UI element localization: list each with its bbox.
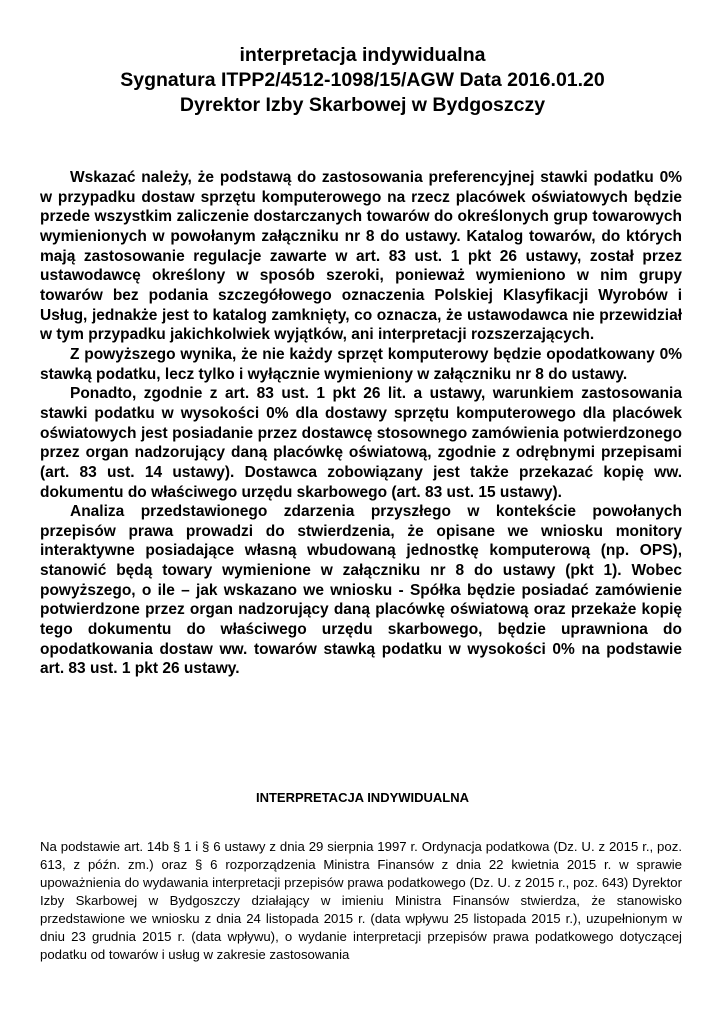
body-paragraph: Z powyższego wynika, że nie każdy sprzęt komputerowy będzie opodatkowany 0% stawką podatku, lecz tylko i wyłącznie wymieniony w załączniku nr 8 do ustawy. bbox=[40, 345, 682, 383]
body-paragraph: Analiza przedstawionego zdarzenia przyszłego w kontekście powołanych przepisów prawa prowadzi do stwierdzenia, że opisane we wniosku monitory interaktywne posiadające własną wbudowaną jednostkę komputerową (np. OPS), stanowić będą towary wymienione w załączniku nr 8 do ustawy (pkt 1). Wobec powyższego, o ile – jak wskazano we wniosku - Spółka będzie posiadać zamówienie potwierdzone przez organ nadzorujący daną placówkę oświatową oraz przekaże kopię tego dokumentu do właściwego urzędu skarbowego, będzie uprawniona do opodatkowania dostaw ww. towarów stawką podatku w wysokości 0% na podstawie art. 83 ust. 1 pkt 26 ustawy. bbox=[40, 503, 682, 678]
body-paragraph: Ponadto, zgodnie z art. 83 ust. 1 pkt 26 lit. a ustawy, warunkiem zastosowania stawki podatku w wysokości 0% dla dostawy sprzętu komputerowego dla placówek oświatowych jest posiadanie przez dostawcę stosownego zamówienia potwierdzonego przez organ nadzorujący daną placówkę oświatową, zgodnie z odrębnymi przepisami (art. 83 ust. 14 ustawy). Dostawca zobowiązany jest także przekazać kopię ww. dokumentu do właściwego urzędu skarbowego (art. 83 ust. 15 ustawy). bbox=[40, 385, 682, 501]
header-authority: Dyrektor Izby Skarbowej w Bydgoszczy bbox=[179, 94, 546, 116]
section-heading: INTERPRETACJA INDYWIDUALNA bbox=[255, 790, 470, 805]
header-signature-date: Sygnatura ITPP2/4512-1098/15/AGW Data 2016.01.20 bbox=[120, 69, 605, 91]
justification-body bbox=[40, 168, 682, 679]
body-paragraph: Wskazać należy, że podstawą do zastosowania preferencyjnej stawki podatku 0% w przypadku dostaw sprzętu komputerowego na rzecz placówek oświatowych będzie przede wszystkim zaliczenie dostarczanych towarów do określonych grup towarowych wymienionych w powołanym załączniku nr 8 do ustawy. Katalog towarów, do których mają zastosowanie regulacje zawarte w art. 83 ust. 1 pkt 26 ustawy, został przez ustawodawcę określony w sposób szeroki, ponieważ wymieniono w nim grupy towarów bez podania szczegółowego oznaczenia Polskiej Klasyfikacji Wyrobów i Usług, jednakże jest to katalog zamknięty, co oznacza, że ustawodawca nie przewidział w tym przypadku jakichkolwiek wyjątków, ani interpretacji rozszerzających. bbox=[40, 169, 682, 344]
legal-paragraph: Na podstawie art. 14b § 1 i § 6 ustawy z dnia 29 sierpnia 1997 r. Ordynacja podatkowa (Dz. U. z 2015 r., poz. 613, z późn. zm.) oraz § 6 rozporządzenia Ministra Finansów z dnia 22 kwietnia 2015 r. w sprawie upoważnienia do wydawania interpretacji przepisów prawa podatkowego (Dz. U. z 2015 r., poz. 643) Dyrektor Izby Skarbowej w Bydgoszczy działający w imieniu Ministra Finansów stwierdza, że stanowisko przedstawione we wniosku z dnia 24 listopada 2015 r. (data wpływu 25 listopada 2015 r.), uzupełnionym w dniu 23 grudnia 2015 r. (data wpływu), o wydanie interpretacji przepisów prawa podatkowego dotyczącej podatku od towarów i usług w zakresie zastosowania bbox=[40, 839, 682, 962]
legal-basis-section bbox=[40, 838, 682, 964]
document-header bbox=[40, 43, 685, 118]
header-type: interpretacja indywidualna bbox=[239, 44, 486, 66]
